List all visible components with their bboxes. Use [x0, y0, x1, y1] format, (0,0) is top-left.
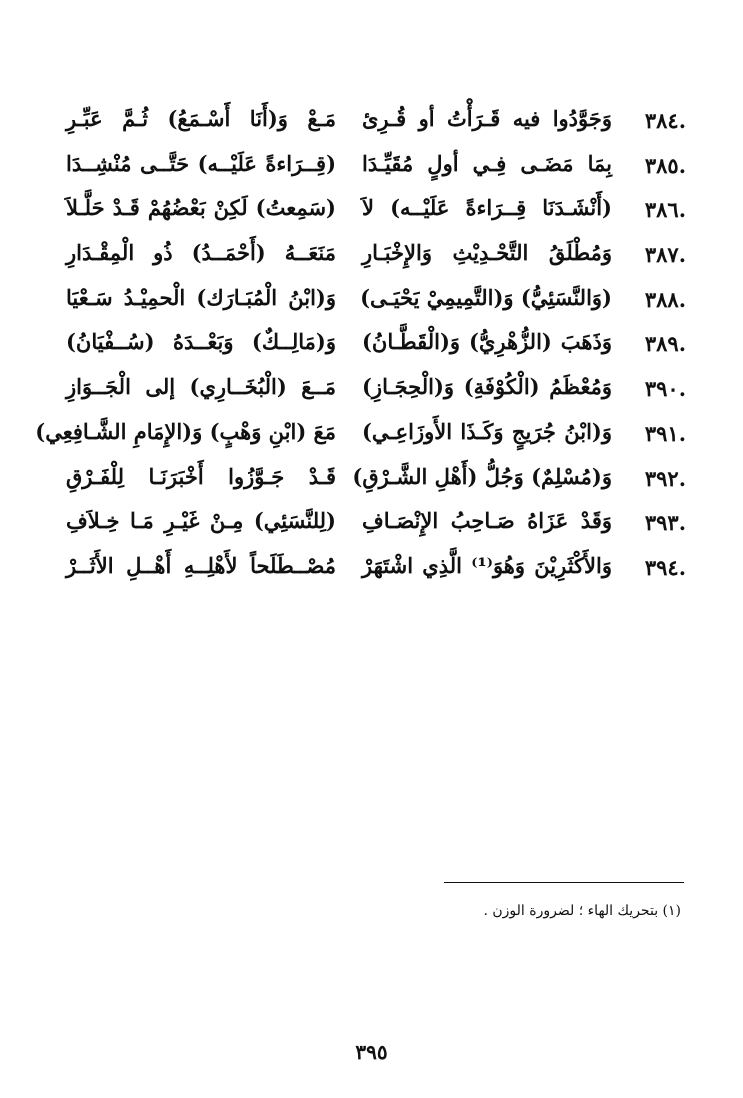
- verse-row: [66, 506, 686, 551]
- verse-second-hemistich: (لِلنَّسَئِي) مِـنْ غَيْـرِ مَـا خِـلاَفِ: [66, 508, 336, 534]
- verse-first-hemistich: وَقَدْ عَزَاهُ صَـاحِبُ الإِنْصَـافِ: [362, 508, 612, 534]
- verse-first-hemistich: وَجَوَّدُوا فيه قَـرَأْتُ أو قُـرِئ: [362, 106, 612, 131]
- verse-row: [66, 551, 686, 596]
- verse-first-hemistich: وَمُطْلَقُ التَّحْـدِيْثِ وَالإِخْبَـارِ: [362, 240, 612, 266]
- footnote: (١) بتحريك الهاء ؛ لضرورة الوزن .: [483, 903, 681, 919]
- verse-row: [35, 417, 686, 462]
- verse-second-hemistich: وَ(ابْنُ الْمُبَـارَك) الْحمِيْـدُ سَـعْيَا: [66, 284, 336, 310]
- verse-number: ٣٨٦.: [644, 197, 686, 223]
- verse-first-hemistich: (وَالنَّسَئِيُّ) وَ(التَّمِيمِيْ يَحْيَـى): [360, 284, 612, 310]
- verse-first-hemistich: وَ(ابْنُ جُرَيجٍ وَكَـذَا الأَوزَاعِـي): [362, 418, 612, 444]
- verse-row: [66, 149, 686, 194]
- verse-second-hemistich: مَنَعَــهُ (أَحْمَــدُ) ذُو الْمِقْـدَارِ: [66, 240, 336, 266]
- verse-row: [66, 193, 686, 238]
- verse-number: ٣٩٤.: [644, 554, 686, 580]
- verse-second-hemistich: وَ(مَالِــكٌ) وَبَعْــدَهُ (سُــفْيَانُ): [66, 329, 336, 355]
- verse-first-hemistich: بِمَا مَضَـى فِـي أولٍ مُقَيِّـدَا: [362, 150, 612, 176]
- verse-second-hemistich: مُصْــطَلَحاً لأَهْلِــهِ أَهْــلِ الأَثَــرْ: [66, 552, 336, 578]
- verse-first-hemistich: (أَنْشَـدَنَا قِــرَاءةً عَلَيْــه) لاَ: [362, 195, 612, 221]
- verse-first-hemistich: وَالأَكْثَرِيْنَ وَهُوَ⁽¹⁾ الَّذِي اشْتَهَرْ: [362, 552, 612, 578]
- verse-number: ٣٨٩.: [644, 331, 686, 357]
- verse-row: [66, 104, 686, 149]
- page-number: ٣٩٥: [355, 1040, 388, 1064]
- verse-number: ٣٨٨.: [644, 286, 686, 312]
- verse-second-hemistich: (سَمِعتُ) لَكِنْ بَعْضُهُمْ قَـدْ حَلَّـلاَ: [66, 195, 336, 221]
- verse-second-hemistich: مَعَ (ابْنِ وَهْبٍ) وَ(الإِمَامِ الشَّـافِعِي): [35, 418, 336, 444]
- verse-number: ٣٨٧.: [644, 242, 686, 268]
- verse-row: [66, 283, 686, 328]
- verse-number: ٣٩٠.: [644, 376, 686, 402]
- verse-first-hemistich: وَ(مُسْلِمٌ) وَجُلُّ (أَهْلِ الشَّـرْقِ): [352, 463, 612, 489]
- verse-row: [66, 462, 686, 507]
- verse-number: ٣٨٤.: [644, 108, 686, 133]
- verse-first-hemistich: وَذَهَبَ (الزُّهْرِيُّ) وَ(الْقَطَّـانُ): [362, 329, 612, 355]
- verse-row: [66, 238, 686, 283]
- verse-list: [35, 104, 686, 596]
- verse-second-hemistich: قَـدْ جَـوَّزُوا أَخْبَرَنَـا لِلْفَـرْقِ: [66, 463, 336, 489]
- verse-number: ٣٨٥.: [644, 152, 686, 178]
- verse-number: ٣٩٣.: [644, 510, 686, 536]
- verse-second-hemistich: (قِــرَاءةً عَلَيْــه) حَتَّــى مُنْشِــدَا: [66, 150, 336, 176]
- verse-number: ٣٩٢.: [644, 465, 686, 491]
- verse-first-hemistich: وَمُعْظَمُ (الْكُوْفَةِ) وَ(الْحِجَـازِ): [362, 374, 612, 400]
- footnote-divider: [444, 882, 684, 883]
- verse-second-hemistich: مَـعْ وَ(أَنَا أَسْـمَعُ) ثُـمَّ عَبِّـرِ: [66, 106, 336, 131]
- verse-row: [66, 327, 686, 372]
- verse-row: [66, 372, 686, 417]
- verse-number: ٣٩١.: [644, 420, 686, 446]
- verse-second-hemistich: مَــعَ (الْبُخَــارِي) إلى الْجَــوَازِ: [66, 374, 336, 400]
